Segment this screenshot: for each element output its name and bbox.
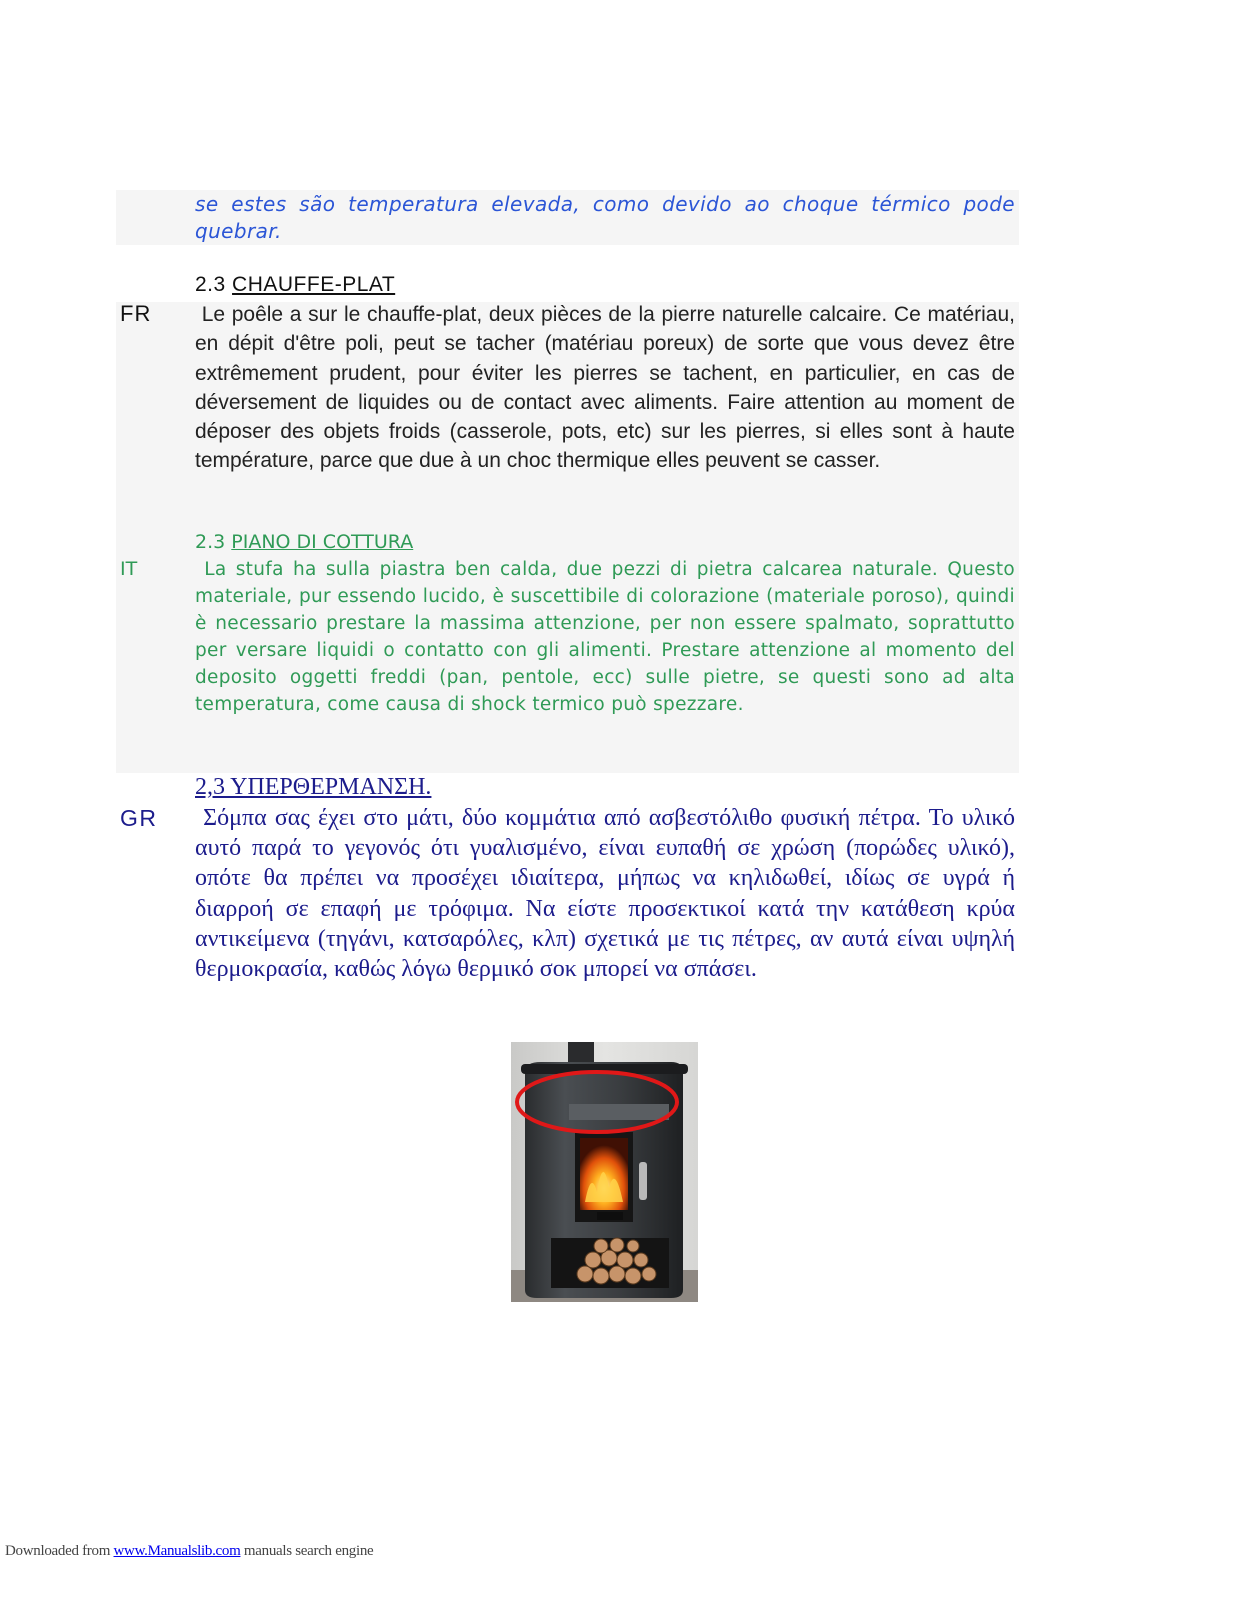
fr-heading bbox=[195, 273, 395, 297]
fr-heading-number: 2.3 bbox=[195, 273, 226, 296]
gr-paragraph bbox=[195, 803, 1015, 984]
fr-heading-title: CHAUFFE-PLAT bbox=[232, 273, 396, 296]
it-heading-title: PIANO DI COTTURA bbox=[231, 531, 414, 553]
it-paragraph bbox=[195, 556, 1015, 718]
gr-paragraph-text: Σόμπα σας έχει στο μάτι, δύο κομμάτια από ασβεστόλιθο φυσική πέτρα. Το υλικό αυτό παρά το γεγονός ότι γυαλισμένο, είναι ευπαθή σε χρώση (πορώδες υλικό), οπότε θα πρέπει να προσέχει ιδιαίτερα, μήπως να κηλιδωθεί, ιδίως σε υγρά ή διαρροή σε επαφή με τρόφιμα. Να είστε προσεκτικοί κατά την κατάθεση κρύα αντικείμενα (τηγάνι, κατσαρόλες, κλπ) σχετικά με τις πέτρες, αν αυτά είναι υψηλή θερμοκρασία, καθώς λόγω θερμικό σοκ μπορεί να σπάσει. bbox=[195, 805, 1015, 983]
fr-language-code: FR bbox=[120, 301, 152, 326]
gr-language-code: GR bbox=[120, 805, 158, 831]
footer-suffix: manuals search engine bbox=[240, 1543, 374, 1559]
fr-paragraph bbox=[195, 300, 1015, 476]
gr-heading: 2,3 ΥΠΕΡΘΕΡΜΑΝΣΗ. bbox=[195, 774, 432, 800]
fr-paragraph-text: Le poêle a sur le chauffe-plat, deux pièces de la pierre naturelle calcaire. Ce matériau, en dépit d'être poli, peut se tacher (matériau poreux) de sorte que vous devez être extrêmement prudent, pour éviter les pierres se tachent, en particulier, en cas de déversement de liquides ou de contact avec aliments. Faire attention au moment de déposer des objets froids (casserole, pots, etc) sur les pierres, si elles sont à haute température, parce que due à un choc thermique elles peuvent se casser. bbox=[195, 303, 1015, 473]
it-heading-number: 2.3 bbox=[195, 531, 226, 553]
footer-prefix: Downloaded from bbox=[5, 1543, 114, 1559]
pt-paragraph: se estes são temperatura elevada, como devido ao choque térmico pode quebrar. bbox=[195, 192, 1015, 243]
it-heading bbox=[195, 531, 413, 553]
footer bbox=[5, 1543, 373, 1560]
it-language-code: IT bbox=[120, 558, 138, 580]
stove-photo bbox=[511, 1042, 698, 1302]
it-paragraph-text: La stufa ha sulla piastra ben calda, due pezzi di pietra calcarea naturale. Questo materiale, pur essendo lucido, è suscettibile di colorazione (materiale poroso), quindi è necessario prestare la massima attenzione, per non essere spalmato, soprattutto per versare liquidi o contatto con gli alimenti. Prestare attenzione al momento del deposito oggetti freddi (pan, pentole, ecc) sulle pietre, se questi sono ad alta temperatura, come causa di shock termico può spezzare. bbox=[195, 559, 1015, 715]
manualslib-link[interactable]: www.Manualslib.com bbox=[113, 1543, 241, 1559]
